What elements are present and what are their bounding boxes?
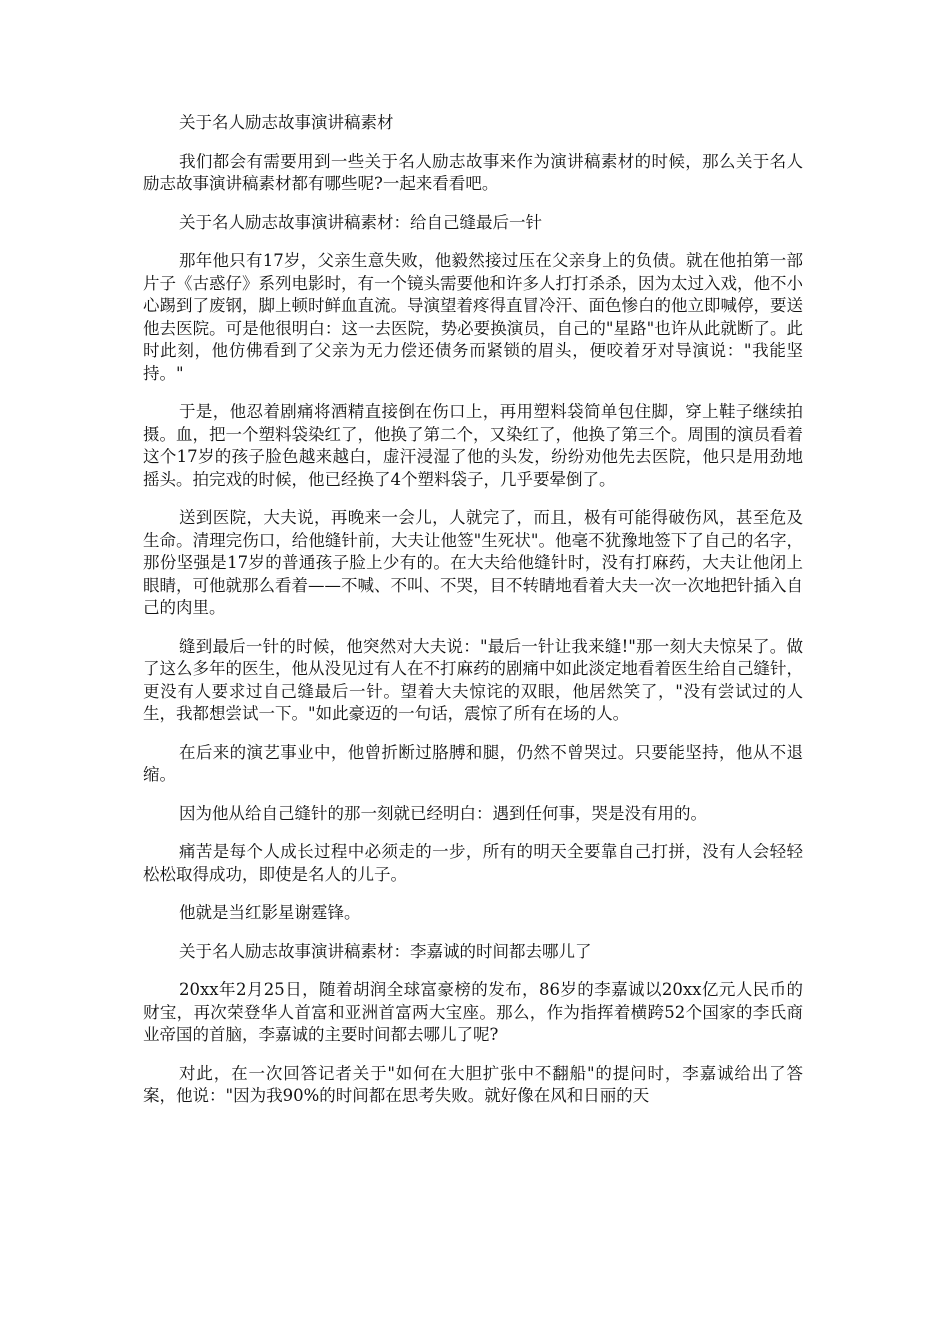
- section2-paragraph-2: 对此，在一次回答记者关于"如何在大胆扩张中不翻船"的提问时，李嘉诚给出了答案，他说："因为我90%的时间都在思考失败。就好像在风和日丽的天: [143, 1063, 803, 1105]
- intro-paragraph: 我们都会有需要用到一些关于名人励志故事来作为演讲稿素材的时候，那么关于名人励志故事演讲稿素材都有哪些呢?一起来看看吧。: [143, 151, 803, 193]
- section1-paragraph-2: 于是，他忍着剧痛将酒精直接倒在伤口上，再用塑料袋简单包住脚，穿上鞋子继续拍摄。血，把一个塑料袋染红了，他换了第二个，又染红了，他换了第三个。周围的演员看着这个17岁的孩子脸色越来越白，虚汗浸湿了他的头发，纷纷劝他先去医院，他只是用劲地摇头。拍完戏的时候，他已经换了4个塑料袋子，几乎要晕倒了。: [143, 402, 803, 489]
- section2-paragraph-1: 20xx年2月25日，随着胡润全球富豪榜的发布，86岁的李嘉诚以20xx亿元人民币的财宝，再次荣登华人首富和亚洲首富两大宝座。那么，作为指挥着横跨52个国家的李氏商业帝国的首脑，李嘉诚的主要时间都去哪儿了呢?: [143, 980, 803, 1044]
- section1-paragraph-3: 送到医院，大夫说，再晚来一会儿，人就完了，而且，极有可能得破伤风，甚至危及生命。清理完伤口，给他缝针前，大夫让他签"生死状"。他毫不犹豫地签下了自己的名字，那份坚强是17岁的普通孩子脸上少有的。在大夫给他缝针时，没有打麻药，大夫让他闭上眼睛，可他就那么看着——不喊、不叫、不哭，目不转睛地看着大夫一次一次地把针插入自己的肉里。: [143, 508, 803, 617]
- section-heading-1: 关于名人励志故事演讲稿素材：给自己缝最后一针: [179, 212, 542, 232]
- section1-paragraph-1: 那年他只有17岁，父亲生意失败，他毅然接过压在父亲身上的负债。就在他拍第一部片子《古惑仔》系列电影时，有一个镜头需要他和许多人打打杀杀，因为太过入戏，他不小心踢到了废钢，脚上顿时鲜血直流。导演望着疼得直冒冷汗、面色惨白的他立即喊停，要送他去医院。可是他很明白：这一去医院，势必要换演员，自己的"星路"也许从此就断了。此时此刻，他仿佛看到了父亲为无力偿还债务而紧锁的眉头，便咬着牙对导演说："我能坚持。": [143, 251, 803, 383]
- section1-paragraph-6: 因为他从给自己缝针的那一刻就已经明白：遇到任何事，哭是没有用的。: [179, 803, 707, 823]
- document-title: 关于名人励志故事演讲稿素材: [179, 113, 394, 132]
- section1-paragraph-7: 痛苦是每个人成长过程中必须走的一步，所有的明天全要靠自己打拼，没有人会轻轻松松取得成功，即使是名人的儿子。: [143, 842, 803, 884]
- document-body: [143, 112, 803, 1124]
- section1-paragraph-4: 缝到最后一针的时候，他突然对大夫说："最后一针让我来缝!"那一刻大夫惊呆了。做了这么多年的医生，他从没见过有人在不打麻药的剧痛中如此淡定地看着医生给自己缝针，更没有人要求过自己缝最后一针。望着大夫惊诧的双眼，他居然笑了，"没有尝试过的人生，我都想尝试一下。"如此豪迈的一句话，震惊了所有在场的人。: [143, 636, 803, 723]
- section1-paragraph-5: 在后来的演艺事业中，他曾折断过胳膊和腿，仍然不曾哭过。只要能坚持，他从不退缩。: [143, 742, 803, 784]
- section1-paragraph-8: 他就是当红影星谢霆锋。: [179, 903, 361, 922]
- section-heading-2: 关于名人励志故事演讲稿素材：李嘉诚的时间都去哪儿了: [179, 941, 592, 961]
